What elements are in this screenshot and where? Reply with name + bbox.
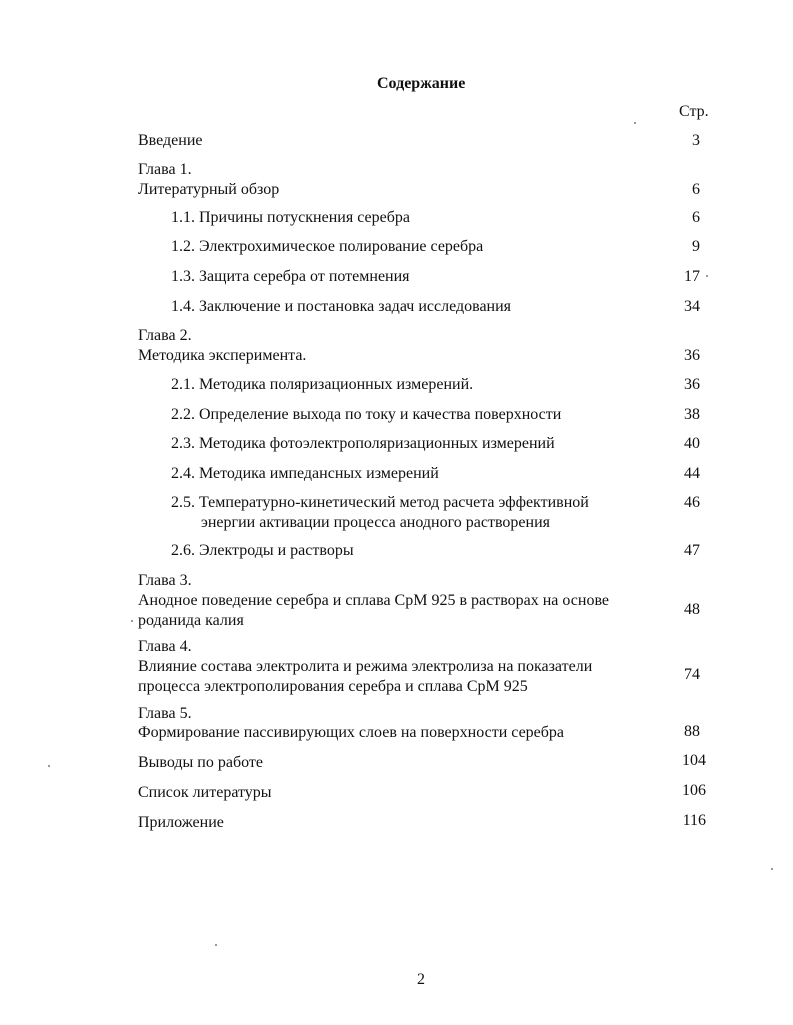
toc-entry-page: 44 [684, 465, 700, 482]
toc-entry-text: 1.2. Электрохимическое полирование серебра [171, 238, 484, 255]
toc-entry-page: 46 [684, 494, 700, 511]
toc-title: Содержание [377, 75, 466, 92]
scan-speck [131, 620, 133, 622]
scan-speck [215, 944, 217, 946]
toc-entry-text: 2.6. Электроды и растворы [171, 542, 354, 559]
toc-entry-page: 3 [692, 132, 700, 149]
toc-entry-page: 6 [692, 181, 700, 198]
toc-entry-text: Методика эксперимента. [138, 347, 307, 364]
toc-chapter-label: Глава 1. [138, 161, 192, 178]
toc-entry-page: 36 [684, 376, 700, 393]
toc-entry-page: 106 [682, 782, 706, 799]
toc-entry-page: 34 [684, 298, 700, 315]
toc-entry-continuation: энергии активации процесса анодного растворения [201, 514, 550, 531]
toc-entry-page: 48 [684, 601, 700, 618]
toc-entry-continuation: роданида калия [138, 612, 244, 629]
toc-chapter-label: Глава 5. [138, 705, 192, 722]
scan-speck [48, 765, 50, 767]
scan-speck [771, 868, 773, 870]
toc-entry-text: Литературный обзор [138, 181, 280, 198]
scan-speck [634, 122, 636, 124]
toc-entry-text: Приложение [138, 814, 224, 831]
toc-entry-text: 2.2. Определение выхода по току и качества поверхности [171, 406, 562, 423]
toc-entry-text: Введение [138, 132, 203, 149]
toc-entry-text: 2.3. Методика фотоэлектрополяризационных измерений [171, 435, 555, 452]
toc-entry-page: 88 [684, 723, 700, 740]
toc-entry-page: 38 [684, 406, 700, 423]
toc-entry-text: 2.1. Методика поляризационных измерений. [171, 376, 474, 393]
toc-chapter-label: Глава 3. [138, 572, 192, 589]
toc-entry-text: Формирование пассивирующих слоев на поверхности серебра [138, 724, 565, 741]
toc-entry-text: Список литературы [138, 784, 272, 801]
toc-entry-page: 40 [684, 435, 700, 452]
toc-entry-page: 74 [684, 666, 700, 683]
toc-entry-text: 2.5. Температурно-кинетический метод расчета эффективной [171, 494, 589, 511]
page-number: 2 [417, 971, 425, 988]
toc-entry-page: 9 [692, 238, 700, 255]
toc-entry-page: 17 [684, 268, 700, 285]
page-column-header: Стр. [679, 103, 709, 120]
toc-entry-text: 1.1. Причины потускнения серебра [171, 209, 410, 226]
toc-chapter-label: Глава 2. [138, 327, 192, 344]
toc-entry-text: Влияние состава электролита и режима электролиза на показатели [138, 658, 593, 675]
toc-entry-page: 104 [682, 752, 706, 769]
toc-entry-page: 47 [684, 542, 700, 559]
toc-entry-text: Выводы по работе [138, 754, 263, 771]
toc-chapter-label: Глава 4. [138, 638, 192, 655]
toc-entry-text: 1.3. Защита серебра от потемнения [171, 268, 410, 285]
toc-entry-page: 116 [682, 812, 706, 829]
toc-entry-text: Анодное поведение серебра и сплава СрМ 925 в растворах на основе [138, 592, 610, 609]
toc-entry-text: 1.4. Заключение и постановка задач исследования [171, 298, 512, 315]
scan-speck [706, 275, 708, 277]
toc-entry-page: 36 [684, 347, 700, 364]
toc-entry-page: 6 [692, 209, 700, 226]
toc-entry-continuation: процесса электрополирования серебра и сплава СрМ 925 [138, 678, 528, 695]
toc-entry-text: 2.4. Методика импедансных измерений [171, 465, 439, 482]
